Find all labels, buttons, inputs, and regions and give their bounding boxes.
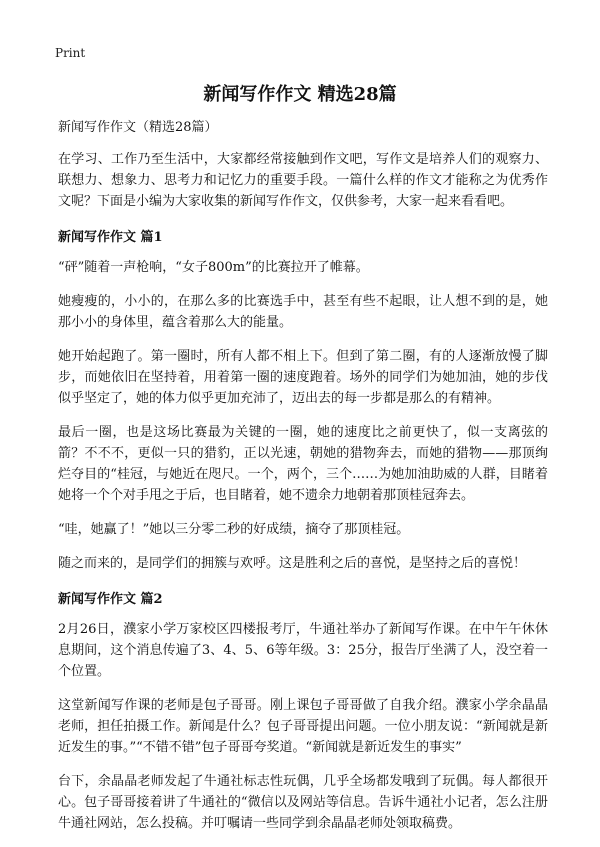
intro-paragraph: 在学习、工作乃至生活中，大家都经常接触到作文吧，写作文是培养人们的观察力、联想力、想象力、思考力和记忆力的重要手段。一篇什么样的作文才能称之为优秀作文呢？下面是小编为大家收集的新闻写作作文，仅供参考，大家一起来看看吧。	[58, 152, 548, 209]
paragraph: 2月26日，濮家小学万家校区四楼报考厅，牛通社举办了新闻写作课。在中午午休休息期间，这个消息传遍了3、4、5、6等年级。3：25分，报告厅坐满了人，没空着一个位置。	[58, 622, 548, 679]
print-link[interactable]: Print	[55, 46, 86, 60]
paragraph: 台下，余晶晶老师发起了牛通社标志性玩偶，几乎全场都发哦到了玩偶。每人都很开心。包子哥哥接着讲了牛通社的“微信以及网站等信息。告诉牛通社小记者，怎么注册牛通社网站，怎么投稿。并叮嘱请一些同学到余晶晶老师处领取稿费。	[58, 774, 548, 831]
paragraph: 她开始起跑了。第一圈时，所有人都不相上下。但到了第二圈，有的人逐渐放慢了脚步，而她依旧在坚持着，用着第一圈的速度跑着。场外的同学们为她加油，她的步伐似乎坚定了，她的体力似乎更加充沛了，迈出去的每一步都是那么的有精神。	[58, 349, 548, 406]
section-heading-2: 新闻写作作文 篇2	[58, 592, 163, 607]
article-body	[58, 116, 548, 847]
paragraph: 最后一圈，也是这场比赛最为关键的一圈，她的速度比之前更快了，似一支离弦的箭？不不不，更似一只的猎豹，正以光速，朝她的猎物奔去，而她的猎物——那顶绚烂夺目的“桂冠，与她近在咫尺。一个，两个，三个……为她加油助威的人群，目睹着她将一个个对手甩之于后，也目睹着，她不遗余力地朝着那顶桂冠奔去。	[58, 425, 548, 503]
article-subtitle: 新闻写作作文（精选28篇）	[58, 120, 218, 135]
page-title: 新闻写作作文 精选28篇	[203, 84, 397, 105]
paragraph: 随之而来的，是同学们的拥簇与欢呼。这是胜利之后的喜悦，是坚持之后的喜悦！	[58, 556, 527, 571]
paragraph: 这堂新闻写作课的老师是包子哥哥。刚上课包子哥哥做了自我介绍。濮家小学余晶晶老师，担任拍摄工作。新闻是什么？包子哥哥提出问题。一位小朋友说：“新闻就是新近发生的事。”“不错不错”包子哥哥夸奖道。“新闻就是新近发生的事实”	[58, 698, 548, 755]
section-heading-1: 新闻写作作文 篇1	[58, 230, 163, 245]
paragraph: 她瘦瘦的，小小的，在那么多的比赛选手中，甚至有些不起眼，让人想不到的是，她那小小的身体里，蕴含着那么大的能量。	[58, 294, 548, 330]
paragraph: “砰”随着一声枪响，“女子800m”的比赛拉开了帷幕。	[58, 260, 369, 275]
paragraph: “哇，她赢了！”她以三分零二秒的好成绩，摘夺了那顶桂冠。	[58, 522, 410, 537]
